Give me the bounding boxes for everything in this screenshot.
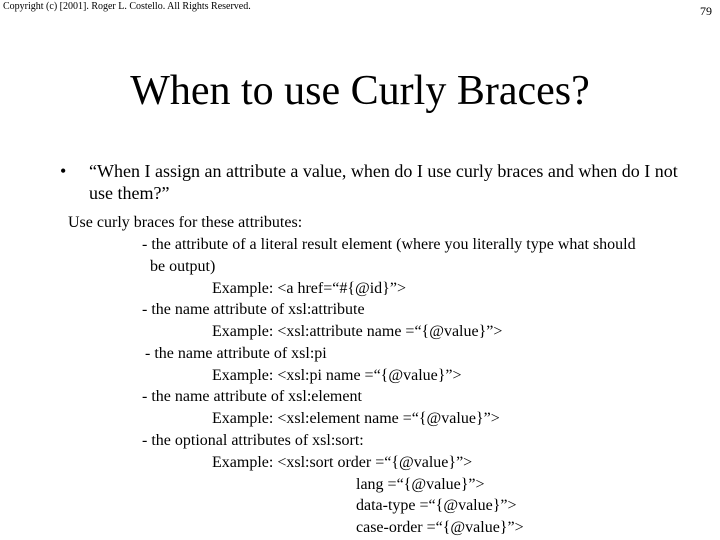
example-xsl-pi: Example: <xsl:pi name =“{@value}”> xyxy=(212,367,462,384)
page-number: 79 xyxy=(700,4,712,18)
rule-xsl-pi: - the name attribute of xsl:pi xyxy=(145,345,327,362)
rule-xsl-sort: - the optional attributes of xsl:sort: xyxy=(142,432,364,449)
example-xsl-sort-data-type: data-type =“{@value}”> xyxy=(356,497,517,514)
example-literal-result: Example: <a href=“#{@id}”> xyxy=(212,280,406,297)
copyright-notice: Copyright (c) [2001]. Roger L. Costello. All Rights Reserved. xyxy=(3,1,251,12)
example-xsl-sort-order: Example: <xsl:sort order =“{@value}”> xyxy=(212,454,473,471)
intro-line: Use curly braces for these attributes: xyxy=(68,214,303,231)
slide-title: When to use Curly Braces? xyxy=(130,68,590,114)
example-xsl-attribute: Example: <xsl:attribute name =“{@value}”> xyxy=(212,323,503,340)
example-xsl-sort-lang: lang =“{@value}”> xyxy=(356,476,485,493)
example-xsl-sort-case-order: case-order =“{@value}”> xyxy=(356,519,524,536)
rule-xsl-element: - the name attribute of xsl:element xyxy=(142,388,362,405)
example-xsl-element: Example: <xsl:element name =“{@value}”> xyxy=(212,410,500,427)
bullet-marker: • xyxy=(60,161,67,181)
bullet-question: “When I assign an attribute a value, when do I use curly braces and when do I not use them?” xyxy=(89,161,678,203)
rule-xsl-attribute: - the name attribute of xsl:attribute xyxy=(142,301,365,318)
rule-literal-result-cont: be output) xyxy=(150,258,216,275)
rule-literal-result: - the attribute of a literal result element (where you literally type what should xyxy=(142,236,636,253)
